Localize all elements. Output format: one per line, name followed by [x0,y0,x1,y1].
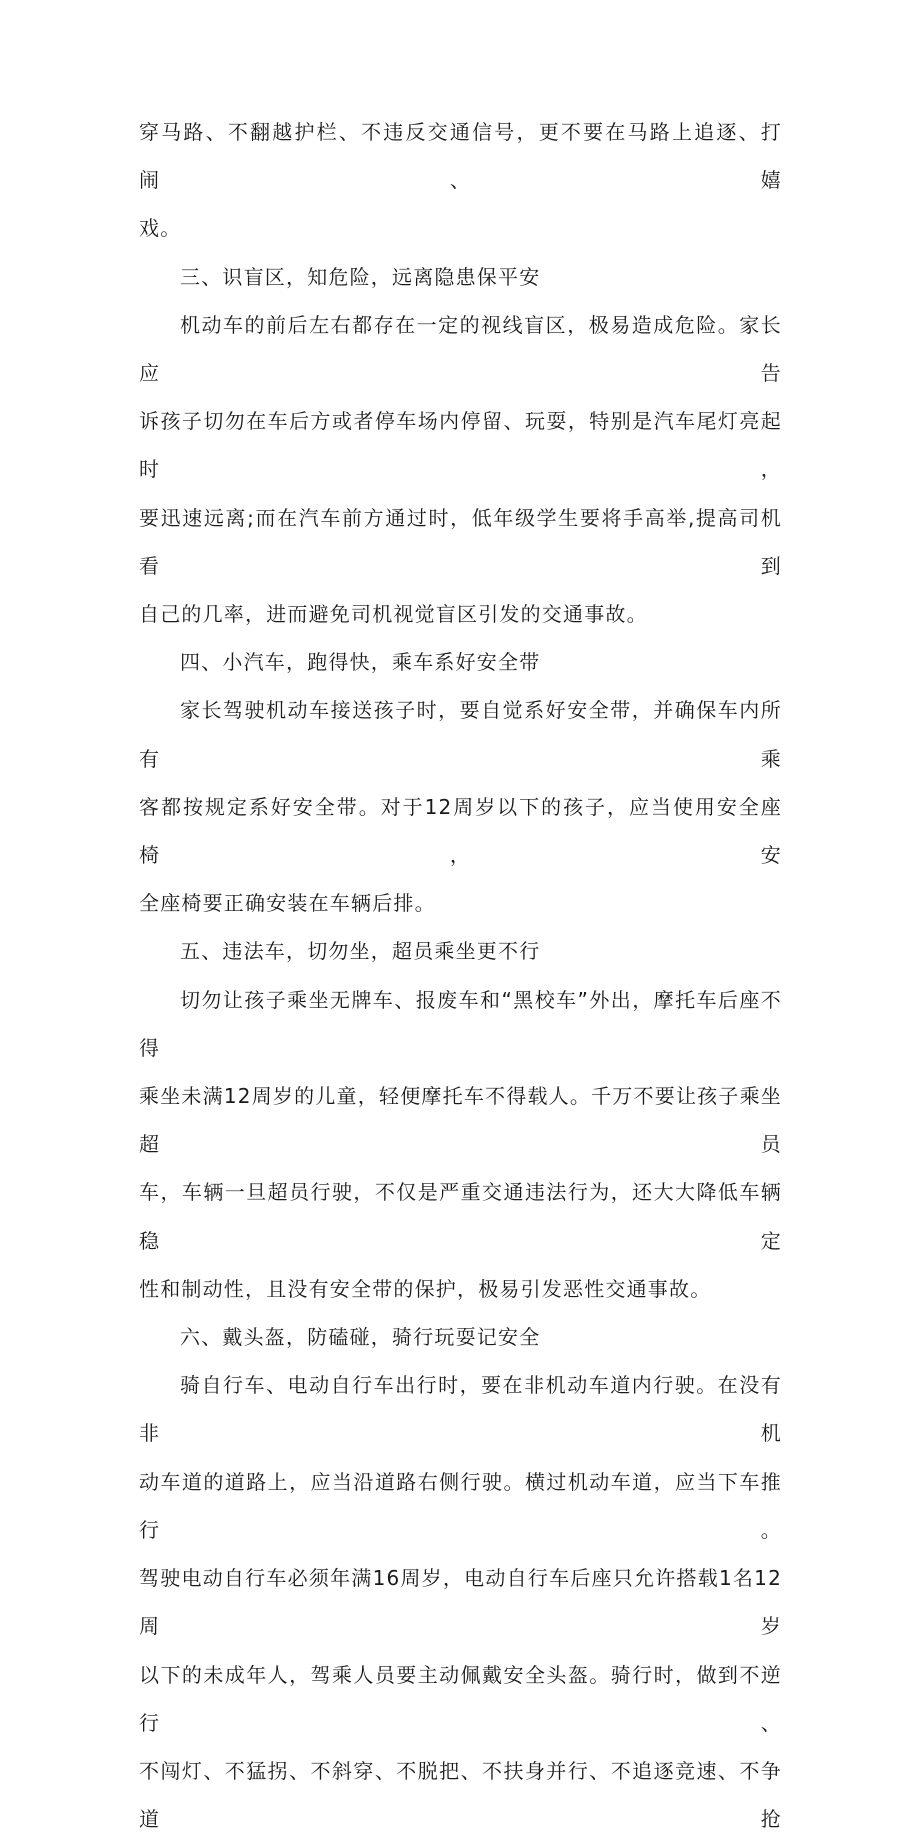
text-line: 以下的未成年人，驾乘人员要主动佩戴安全头盔。骑行时，做到不逆行、 [139,1662,782,1735]
text-line: 乘坐未满12周岁的儿童，轻便摩托车不得载人。千万不要让孩子乘坐超员 [139,1084,782,1157]
text-line: 全座椅要正确安装在车辆后排。 [139,891,436,916]
section-heading-5 [139,927,782,975]
section-heading-3 [139,253,782,301]
paragraph-continued [139,108,782,253]
text-line: 车，车辆一旦超员行驶，不仅是严重交通违法行为，还大大降低车辆稳定 [139,1180,782,1253]
text-line: 家长驾驶机动车接送孩子时，要自觉系好安全带，并确保车内所有乘 [139,698,782,771]
text-line: 机动车的前后左右都存在一定的视线盲区，极易造成危险。家长应告 [139,312,782,386]
section-heading-6 [139,1313,782,1361]
text-line: 骑自行车、电动自行车出行时，要在非机动车道内行驶。在没有非机 [139,1373,782,1446]
paragraph-helmet [139,1361,782,1843]
text-line: 戏。 [139,216,182,241]
heading-text: 四、小汽车，跑得快，乘车系好安全带 [180,650,541,675]
text-line: 切勿让孩子乘坐无牌车、报废车和“黑校车”外出，摩托车后座不得 [139,987,782,1060]
text-line: 诉孩子切勿在车后方或者停车场内停留、玩耍，特别是汽车尾灯亮起时， [139,409,782,482]
text-line: 性和制动性，且没有安全带的保护，极易引发恶性交通事故。 [139,1276,712,1301]
document-page [139,108,782,1843]
text-line: 动车道的道路上，应当沿道路右侧行驶。横过机动车道，应当下车推行。 [139,1469,782,1542]
text-line: 客都按规定系好安全带。对于12周岁以下的孩子，应当使用安全座椅，安 [139,794,782,868]
text-line: 穿马路、不翻越护栏、不违反交通信号，更不要在马路上追逐、打闹、嬉 [139,120,782,193]
text-line: 驾驶电动自行车必须年满16周岁，电动自行车后座只允许搭载1名12周岁 [139,1566,782,1639]
heading-text: 三、识盲区，知危险，远离隐患保平安 [180,264,541,289]
paragraph-blind-zone [139,301,782,638]
section-heading-4 [139,638,782,686]
heading-text: 六、戴头盔，防磕碰，骑行玩耍记安全 [180,1325,541,1350]
text-line: 自己的几率，进而避免司机视觉盲区引发的交通事故。 [139,602,648,627]
heading-text: 五、违法车，切勿坐，超员乘坐更不行 [180,939,541,964]
text-line: 不闯灯、不猛拐、不斜穿、不脱把、不扶身并行、不追逐竞速、不争道抢 [139,1758,782,1832]
paragraph-seatbelt [139,686,782,927]
text-line: 要迅速远离;而在汽车前方通过时，低年级学生要将手高举,提高司机看到 [139,505,782,578]
paragraph-illegal-vehicles [139,976,782,1313]
